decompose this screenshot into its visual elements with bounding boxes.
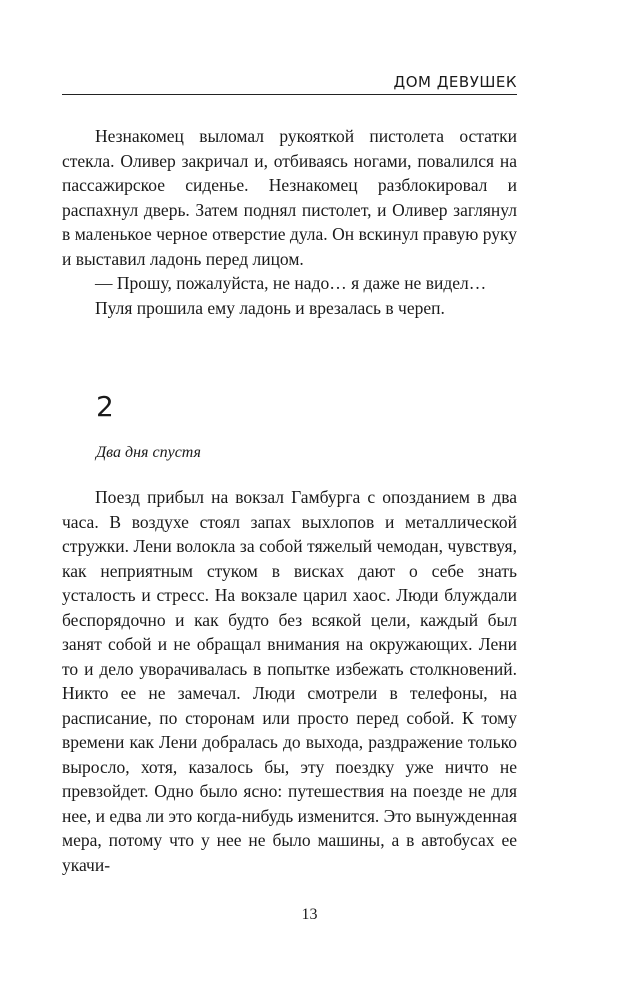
text-block-chapter <box>62 485 517 877</box>
text-block-top <box>62 124 517 320</box>
page-number: 13 <box>301 906 318 923</box>
paragraph: Пуля прошила ему ладонь и врезалась в череп. <box>95 297 445 318</box>
paragraph: — Прошу, пожалуйста, не надо… я даже не видел… <box>95 273 487 293</box>
paragraph: Незнакомец выломал рукояткой пистолета остатки стекла. Оливер закричал и, отбиваясь ногами, повалился на пассажирское сиденье. Незнакомец разблокировал и распахнул дверь. Затем поднял пистолет, и Оливер заглянул в маленькое черное отверстие дула. Он вскинул правую руку и выставил ладонь перед лицом. <box>62 126 517 269</box>
paragraph: Поезд прибыл на вокзал Гамбурга с опозданием в два часа. В воздухе стоял запах выхлопов и металлической стружки. Лени волокла за собой тяжелый чемодан, чувствуя, как неприятным стуком в висках дают о себе знать усталость и стресс. На вокзале царил хаос. Люди блуждали беспорядочно и как будто без всякой цели, каждый был занят собой и не обращал внимания на окружающих. Лени то и дело уворачивалась в попытке избежать столкновений. Никто ее не замечал. Люди смотрели в телефоны, на расписание, по сторонам или просто перед собой. К тому времени как Лени добралась до выхода, раздражение только выросло, хотя, казалось бы, эту поездку уже ничто не превзойдет. Одно было ясно: путешествия на поезде не для нее, и едва ли это когда-нибудь изменится. Это вынужденная мера, потому что у нее не было машины, а в автобусах ее укачи- <box>62 487 517 875</box>
chapter-epigraph: Два дня спустя <box>96 444 201 461</box>
running-head <box>62 72 517 95</box>
running-title: ДОМ ДЕВУШЕК <box>393 73 517 91</box>
chapter-number: 2 <box>96 390 114 423</box>
